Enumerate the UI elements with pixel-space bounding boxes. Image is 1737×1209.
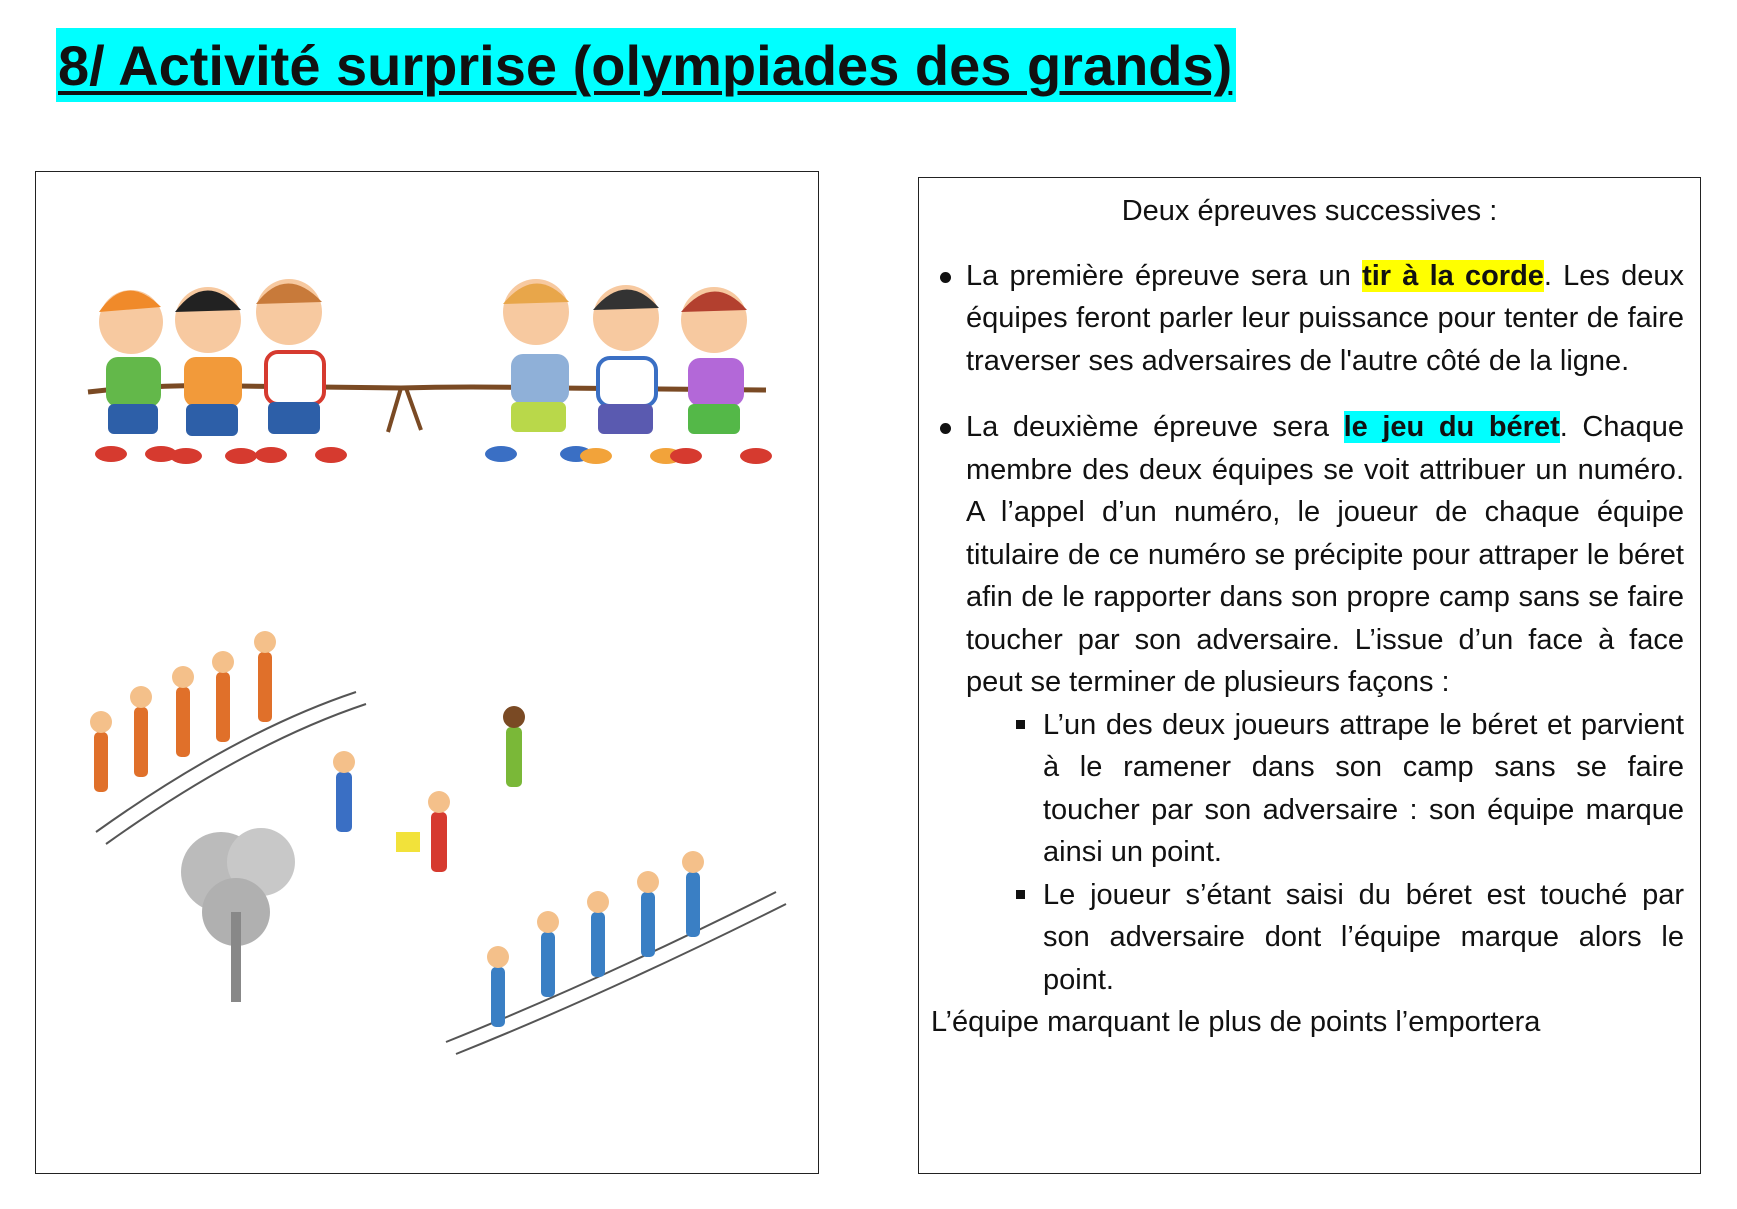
- list-item: [919, 406, 1700, 704]
- tug-of-war-illustration: [36, 172, 819, 1174]
- highlight-jeu-du-beret: le jeu du béret: [1343, 411, 1560, 443]
- illustration-frame: [35, 171, 819, 1174]
- outcomes-sublist: [919, 704, 1700, 1002]
- bullet2-text-after: . Chaque membre des deux équipes se voit attribuer un numéro. A l’appel d’un numéro, le joueur de chaque équipe titulaire de ce numéro se précipite pour attraper le béret afin de le rapporter dans son propre camp sans se faire toucher par son adversaire. L’issue d’un face à face peut se terminer de plusieurs façons :: [966, 411, 1684, 698]
- page-title: 8/ Activité surprise (olympiades des grands): [56, 28, 1236, 102]
- rules-text-box: [918, 177, 1701, 1174]
- rules-list: [919, 255, 1700, 704]
- list-item: L’un des deux joueurs attrape le béret et parvient à le ramener dans son camp sans se faire toucher par son adversaire : son équipe marque ainsi un point.: [919, 704, 1700, 874]
- list-item: [919, 255, 1700, 383]
- bullet2-text-before: La deuxième épreuve sera: [966, 411, 1344, 443]
- rules-heading: Deux épreuves successives :: [1121, 195, 1498, 227]
- bullet1-text-before: La première épreuve sera un: [966, 259, 1363, 292]
- highlight-tir-a-la-corde: tir à la corde: [1362, 259, 1544, 292]
- bullet1-text-after: . Les deux équipes feront parler leur puissance pour tenter de faire traverser ses adversaires de l'autre côté de la ligne.: [966, 259, 1684, 377]
- beret-game-illustration: [90, 631, 786, 1054]
- closing-text: L’équipe marquant le plus de points l’emportera: [931, 1006, 1541, 1038]
- list-item: Le joueur s’étant saisi du béret est touché par son adversaire dont l’équipe marque alors le point.: [919, 874, 1700, 1002]
